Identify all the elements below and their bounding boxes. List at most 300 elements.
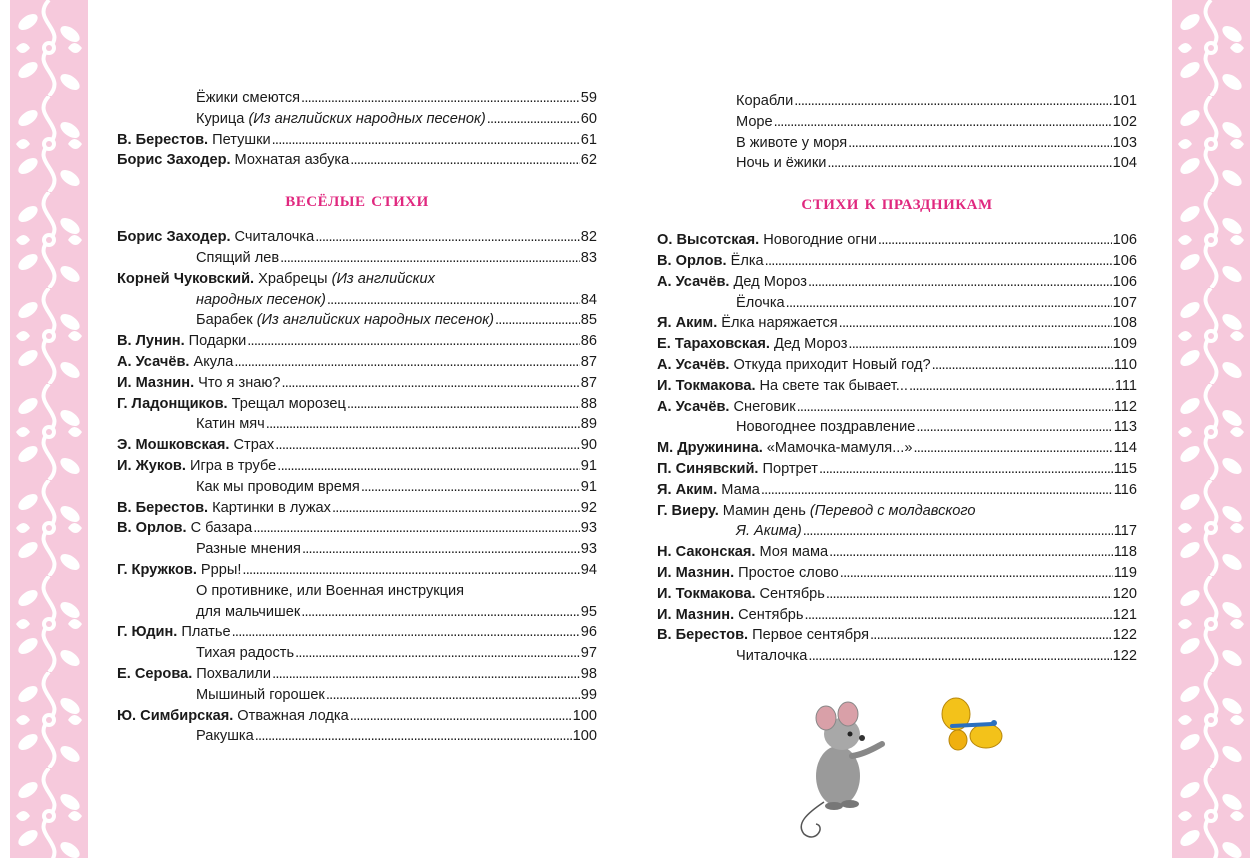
entry-author: Ю. Симбирская. <box>117 707 234 724</box>
toc-entries-list <box>657 230 1137 667</box>
entry-page: 104 <box>1112 155 1137 172</box>
entry-page: 91 <box>580 457 597 474</box>
toc-entry[interactable] <box>657 584 1137 605</box>
entry-title-text: Разные мнения <box>196 541 301 558</box>
entry-title <box>196 414 265 435</box>
entry-page: 61 <box>580 131 597 148</box>
toc-entry[interactable] <box>657 153 1137 174</box>
leader-dots <box>826 584 1112 605</box>
entry-title <box>731 251 764 272</box>
toc-entries-top <box>657 91 1137 174</box>
entry-title <box>721 480 760 501</box>
leader-dots <box>247 331 580 352</box>
toc-entry[interactable] <box>657 521 1137 542</box>
entry-title <box>196 643 294 664</box>
entry-title-text: Трещал морозец <box>231 395 346 412</box>
entry-title-text: Тихая радость <box>196 645 295 662</box>
entry-title-text: Корабли <box>736 93 794 109</box>
entry-title-text: Простое слово <box>738 564 839 581</box>
toc-entry[interactable] <box>117 726 597 747</box>
entry-author: В. Лунин. <box>117 333 185 350</box>
entry-title <box>736 133 847 154</box>
entry-title: Мамин день <box>722 502 810 519</box>
entry-author: Е. Тараховская. <box>657 336 770 353</box>
entry-title <box>181 622 230 643</box>
toc-entry[interactable] <box>117 248 597 269</box>
entry-title-text: Портрет <box>762 460 818 477</box>
entry-title <box>190 456 276 477</box>
leader-dots <box>326 685 580 706</box>
entry-title-text: Барабек <box>196 312 257 329</box>
toc-entry[interactable] <box>117 435 597 456</box>
toc-entry[interactable] <box>117 109 597 130</box>
toc-entry[interactable] <box>117 456 597 477</box>
entry-page: 96 <box>580 624 597 641</box>
toc-entry[interactable] <box>117 352 597 373</box>
toc-entry[interactable] <box>657 376 1137 397</box>
toc-entry[interactable] <box>657 91 1137 112</box>
leader-dots <box>848 334 1111 355</box>
toc-entry[interactable] <box>657 397 1137 418</box>
entry-title: Петушки <box>212 131 271 148</box>
entry-title <box>196 726 254 747</box>
entry-author: И. Токмакова. <box>657 585 756 602</box>
entry-title-text: Читалочка <box>736 648 808 665</box>
entry-title: Храбрецы <box>258 270 332 287</box>
toc-entry[interactable] <box>117 560 597 581</box>
entry-author: Э. Мошковская. <box>117 437 230 454</box>
toc-entry[interactable] <box>657 355 1137 376</box>
entry-title-text: Ёлка <box>730 252 764 269</box>
entry-title <box>738 605 803 626</box>
entry-page: 101 <box>1112 93 1137 109</box>
entry-title-text: Отважная лодка <box>237 707 349 724</box>
entry-author: Е. Серова. <box>117 665 193 682</box>
entry-title <box>736 646 807 667</box>
entry-page: 90 <box>580 437 597 454</box>
entry-page: 86 <box>580 333 597 350</box>
section-heading: весёлые стихи <box>285 187 429 212</box>
entry-title <box>212 498 331 519</box>
entry-author: А. Усачёв. <box>657 356 730 373</box>
entry-title-text: Курица <box>196 110 249 127</box>
leader-dots <box>280 248 580 269</box>
entry-page: 93 <box>580 541 597 558</box>
entry-page: 82 <box>580 229 597 246</box>
leader-dots <box>255 726 572 747</box>
leader-dots <box>301 602 580 623</box>
toc-entry[interactable] <box>117 664 597 685</box>
entry-title-text: Сентябрь <box>738 606 804 623</box>
entry-title <box>237 706 348 727</box>
toc-entry[interactable] <box>117 498 597 519</box>
toc-entry[interactable] <box>657 480 1137 501</box>
entry-author: О. Высотская. <box>657 232 760 249</box>
toc-entry[interactable] <box>657 313 1137 334</box>
entry-title-text: Мама <box>721 481 760 498</box>
toc-entry-line <box>657 501 1137 522</box>
entry-author: В. Берестов. <box>117 499 209 516</box>
entry-page: 106 <box>1112 273 1137 290</box>
entry-title <box>736 153 826 174</box>
toc-entry[interactable] <box>117 706 597 727</box>
floral-border-right <box>1172 0 1250 858</box>
entry-title <box>752 625 869 646</box>
entry-author: П. Синявский. <box>657 460 759 477</box>
entry-title-text: Дед Мороз <box>773 336 848 353</box>
entry-title-text: Сентябрь <box>759 585 825 602</box>
entry-author: И. Мазнин. <box>657 564 735 581</box>
toc-entry[interactable] <box>117 227 597 248</box>
entry-page: 87 <box>580 353 597 370</box>
leader-dots <box>361 477 580 498</box>
toc-entry[interactable] <box>657 438 1137 459</box>
entry-title <box>196 664 271 685</box>
entry-title-text: Спящий лев <box>196 249 280 266</box>
entry-title <box>736 417 915 438</box>
entry-title: для мальчишек <box>196 603 301 620</box>
entry-title-text: Снеговик <box>733 398 796 415</box>
toc-entry[interactable] <box>117 310 597 331</box>
entry-title <box>189 331 247 352</box>
entry-title <box>736 91 793 112</box>
entry-page: 59 <box>580 90 597 106</box>
entry-title-text: Подарки <box>188 333 247 350</box>
toc-entry[interactable] <box>117 518 597 539</box>
entry-title <box>759 542 828 563</box>
entry-title <box>201 560 242 581</box>
entry-title <box>736 112 773 133</box>
entry-page: 111 <box>1114 377 1137 394</box>
entry-page: 102 <box>1112 113 1137 130</box>
entry-author: Борис Заходер. <box>117 229 231 246</box>
leader-dots <box>327 290 580 311</box>
leader-dots <box>797 397 1113 418</box>
entry-title <box>196 539 301 560</box>
entry-page: 88 <box>580 395 597 412</box>
entry-title-text: «Мамочка-мамуля...» <box>766 440 913 457</box>
entry-title-text: Картинки в лужах <box>212 499 331 516</box>
entry-title <box>767 438 913 459</box>
leader-dots <box>848 133 1112 154</box>
leader-dots <box>275 435 580 456</box>
entry-title-italic: Я. Акима) <box>736 523 802 540</box>
entry-page: 91 <box>580 478 597 495</box>
entry-title-italic: (Из английских народных песенок) <box>248 110 486 127</box>
toc-entry[interactable] <box>117 150 597 171</box>
entry-title-text: Похвалили <box>196 665 272 682</box>
leader-dots <box>819 459 1113 480</box>
leader-dots <box>253 518 580 539</box>
entry-page: 60 <box>580 110 597 127</box>
entry-page: 112 <box>1113 398 1137 415</box>
leader-dots <box>495 310 580 331</box>
leader-dots <box>774 112 1112 133</box>
entry-page: 95 <box>580 603 597 620</box>
entry-title <box>196 685 325 706</box>
entry-title <box>733 272 806 293</box>
leader-dots <box>803 521 1113 542</box>
entry-page: 120 <box>1112 585 1137 602</box>
entry-author: А. Усачёв. <box>117 353 190 370</box>
entry-author: В. Берестов. <box>117 131 209 148</box>
entry-author: Г. Виеру. <box>657 502 719 519</box>
toc-entry-line <box>117 581 597 602</box>
entry-title-text: Считалочка <box>234 229 315 246</box>
entry-page: 110 <box>1113 356 1137 373</box>
toc-entry[interactable] <box>657 542 1137 563</box>
entry-author: В. Орлов. <box>657 252 727 269</box>
floral-pattern-icon <box>10 0 88 858</box>
entry-page: 119 <box>1113 564 1137 581</box>
entry-title <box>233 435 274 456</box>
entry-page: 122 <box>1112 627 1137 644</box>
entry-page: 85 <box>580 312 597 329</box>
entry-author: А. Усачёв. <box>657 398 730 415</box>
entry-title-text: На свете так бывает... <box>759 377 908 394</box>
entry-page: 117 <box>1113 523 1137 540</box>
toc-entry[interactable] <box>117 88 597 109</box>
entry-title-text: Ракушка <box>196 728 254 745</box>
entry-title <box>196 109 486 130</box>
toc-entry[interactable] <box>657 230 1137 251</box>
entry-title-text: Мышиный горошек <box>196 686 325 703</box>
entry-page: 114 <box>1113 440 1137 457</box>
entry-title-text: Ночь и ёжики <box>736 155 827 172</box>
leader-dots <box>281 373 579 394</box>
entry-title <box>760 376 908 397</box>
entry-page: 121 <box>1112 606 1137 623</box>
entry-title-text: Катин мяч <box>196 416 265 433</box>
entry-page: 107 <box>1112 294 1137 311</box>
entry-title <box>738 563 839 584</box>
leader-dots <box>350 150 580 171</box>
toc-entry[interactable] <box>657 605 1137 626</box>
entry-title <box>235 227 315 248</box>
entry-title <box>193 352 233 373</box>
entry-title-text: Ёлочка <box>736 294 785 311</box>
entry-title <box>196 310 494 331</box>
toc-entry[interactable] <box>117 130 597 151</box>
entry-title <box>191 518 253 539</box>
entry-title <box>774 334 847 355</box>
mouse-illustration <box>786 694 896 849</box>
entry-title <box>733 397 795 418</box>
entry-title-italic: (Из английских народных песенок) <box>256 312 494 329</box>
leader-dots <box>272 664 580 685</box>
entry-title-text: Как мы проводим время <box>196 478 360 495</box>
butterfly-illustration <box>940 696 1004 763</box>
entry-title-text: Море <box>736 113 773 130</box>
toc-entry[interactable] <box>657 563 1137 584</box>
entry-title: Ёжики смеются <box>196 90 301 106</box>
entry-page: 93 <box>580 520 597 537</box>
toc-entries-list <box>117 227 597 747</box>
leader-dots <box>350 706 572 727</box>
leader-dots <box>301 88 580 109</box>
leader-dots <box>347 394 580 415</box>
entry-title-text: Новогодние огни <box>763 232 877 249</box>
toc-entry[interactable] <box>117 290 597 311</box>
entry-title-text: Ёлка наряжается <box>721 315 838 332</box>
floral-pattern-icon <box>1172 0 1250 858</box>
entry-page: 103 <box>1112 134 1137 151</box>
entry-page: 99 <box>580 686 597 703</box>
toc-entry[interactable] <box>117 539 597 560</box>
entry-title-text: С базара <box>190 520 253 537</box>
leader-dots <box>870 625 1112 646</box>
leader-dots <box>794 91 1111 112</box>
entry-title-text: Страх <box>233 437 275 454</box>
entry-author: В. Берестов. <box>657 627 749 644</box>
entry-page: 113 <box>1113 419 1137 436</box>
entry-author: И. Мазнин. <box>657 606 735 623</box>
entry-page: 87 <box>580 374 597 391</box>
leader-dots <box>272 130 580 151</box>
entry-title-italic: народных песенок) <box>196 291 326 308</box>
toc-entry[interactable] <box>657 459 1137 480</box>
entry-author: Г. Юдин. <box>117 624 178 641</box>
entry-page: 83 <box>580 249 597 266</box>
section-heading: стихи к праздникам <box>801 190 993 215</box>
entry-title: О противнике, или Военная инструкция <box>196 582 465 599</box>
leader-dots <box>808 646 1111 667</box>
entry-title <box>196 248 279 269</box>
toc-entry[interactable] <box>657 133 1137 154</box>
entry-author: А. Усачёв. <box>657 273 730 290</box>
entry-page: 106 <box>1112 252 1137 269</box>
entry-author: Н. Саконская. <box>657 544 756 561</box>
leader-dots <box>332 498 580 519</box>
toc-entry[interactable] <box>657 334 1137 355</box>
entry-title-text: Платье <box>181 624 231 641</box>
entry-title: Мохнатая азбука <box>234 152 350 169</box>
toc-entry[interactable] <box>657 293 1137 314</box>
toc-entry[interactable] <box>657 625 1137 646</box>
leader-dots <box>827 153 1111 174</box>
entry-author: Борис Заходер. <box>117 152 231 169</box>
leader-dots <box>232 622 580 643</box>
entry-page: 100 <box>572 728 597 745</box>
toc-entry[interactable] <box>117 394 597 415</box>
toc-entry[interactable] <box>657 272 1137 293</box>
entry-author: В. Орлов. <box>117 520 187 537</box>
entry-page: 118 <box>1113 544 1137 561</box>
entry-page: 94 <box>580 561 597 578</box>
entry-title-text: Моя мама <box>759 544 829 561</box>
leader-dots <box>242 560 579 581</box>
leader-dots <box>266 414 580 435</box>
leader-dots <box>295 643 580 664</box>
entry-title-text: Что я знаю? <box>198 374 281 391</box>
leader-dots <box>932 355 1113 376</box>
leader-dots <box>909 376 1114 397</box>
leader-dots <box>913 438 1112 459</box>
entry-title <box>721 313 837 334</box>
leader-dots <box>302 539 580 560</box>
entry-title-italic: (Из английских <box>331 270 435 287</box>
leader-dots <box>916 417 1112 438</box>
entry-author: Г. Кружков. <box>117 561 197 578</box>
entry-page: 115 <box>1113 460 1137 477</box>
mouse-icon <box>786 694 896 844</box>
leader-dots <box>277 456 579 477</box>
entry-page: 84 <box>580 291 597 308</box>
entry-title-text: Игра в трубе <box>189 457 277 474</box>
entry-page: 98 <box>580 665 597 682</box>
leader-dots <box>234 352 579 373</box>
toc-left-column <box>117 88 597 747</box>
toc-entry[interactable] <box>657 251 1137 272</box>
leader-dots <box>805 605 1112 626</box>
leader-dots <box>765 251 1112 272</box>
entry-page: 108 <box>1112 315 1137 332</box>
entry-title <box>733 355 930 376</box>
toc-entry[interactable] <box>117 602 597 623</box>
toc-entry[interactable] <box>117 685 597 706</box>
entry-title <box>198 373 280 394</box>
entry-author: Я. Аким. <box>657 315 718 332</box>
entry-page: 100 <box>572 707 597 724</box>
entry-title-text: Акула <box>193 353 234 370</box>
butterfly-icon <box>940 696 1004 758</box>
entry-title <box>736 293 785 314</box>
leader-dots <box>761 480 1113 501</box>
entry-author: М. Дружинина. <box>657 440 763 457</box>
leader-dots <box>808 272 1112 293</box>
entry-title-text: Откуда приходит Новый год? <box>733 356 931 373</box>
entry-author: Г. Ладонщиков. <box>117 395 228 412</box>
leader-dots <box>829 542 1113 563</box>
floral-border-left <box>10 0 88 858</box>
entry-author: И. Мазнин. <box>117 374 195 391</box>
entry-author: И. Жуков. <box>117 457 186 474</box>
entry-title-text: Ррры! <box>200 561 242 578</box>
toc-right-column <box>657 91 1137 667</box>
toc-entry[interactable] <box>117 622 597 643</box>
leader-dots <box>840 563 1113 584</box>
entry-author: Я. Аким. <box>657 481 718 498</box>
toc-entry[interactable] <box>117 331 597 352</box>
entry-title-text: Дед Мороз <box>733 273 807 290</box>
entry-title <box>760 584 825 605</box>
toc-entry[interactable] <box>117 414 597 435</box>
entry-page: 106 <box>1112 232 1137 249</box>
entry-page: 92 <box>580 499 597 516</box>
toc-entry-line <box>117 269 597 290</box>
entry-author: Корней Чуковский. <box>117 270 255 287</box>
entry-title-text: В животе у моря <box>736 134 848 151</box>
toc-entry[interactable] <box>117 373 597 394</box>
entry-title-text: Новогоднее поздравление <box>736 419 916 436</box>
entry-page: 116 <box>1113 481 1137 498</box>
leader-dots <box>878 230 1112 251</box>
entry-title <box>763 230 877 251</box>
toc-entry[interactable] <box>117 643 597 664</box>
leader-dots <box>839 313 1112 334</box>
leader-dots <box>487 109 580 130</box>
entry-page: 109 <box>1112 336 1137 353</box>
entry-title <box>232 394 346 415</box>
leader-dots <box>315 227 580 248</box>
toc-entry[interactable] <box>657 646 1137 667</box>
toc-entry[interactable] <box>117 477 597 498</box>
toc-entry[interactable] <box>657 112 1137 133</box>
entry-author: И. Токмакова. <box>657 377 756 394</box>
entry-title <box>196 477 360 498</box>
entry-title-text: Первое сентября <box>752 627 869 644</box>
toc-entry[interactable] <box>657 417 1137 438</box>
